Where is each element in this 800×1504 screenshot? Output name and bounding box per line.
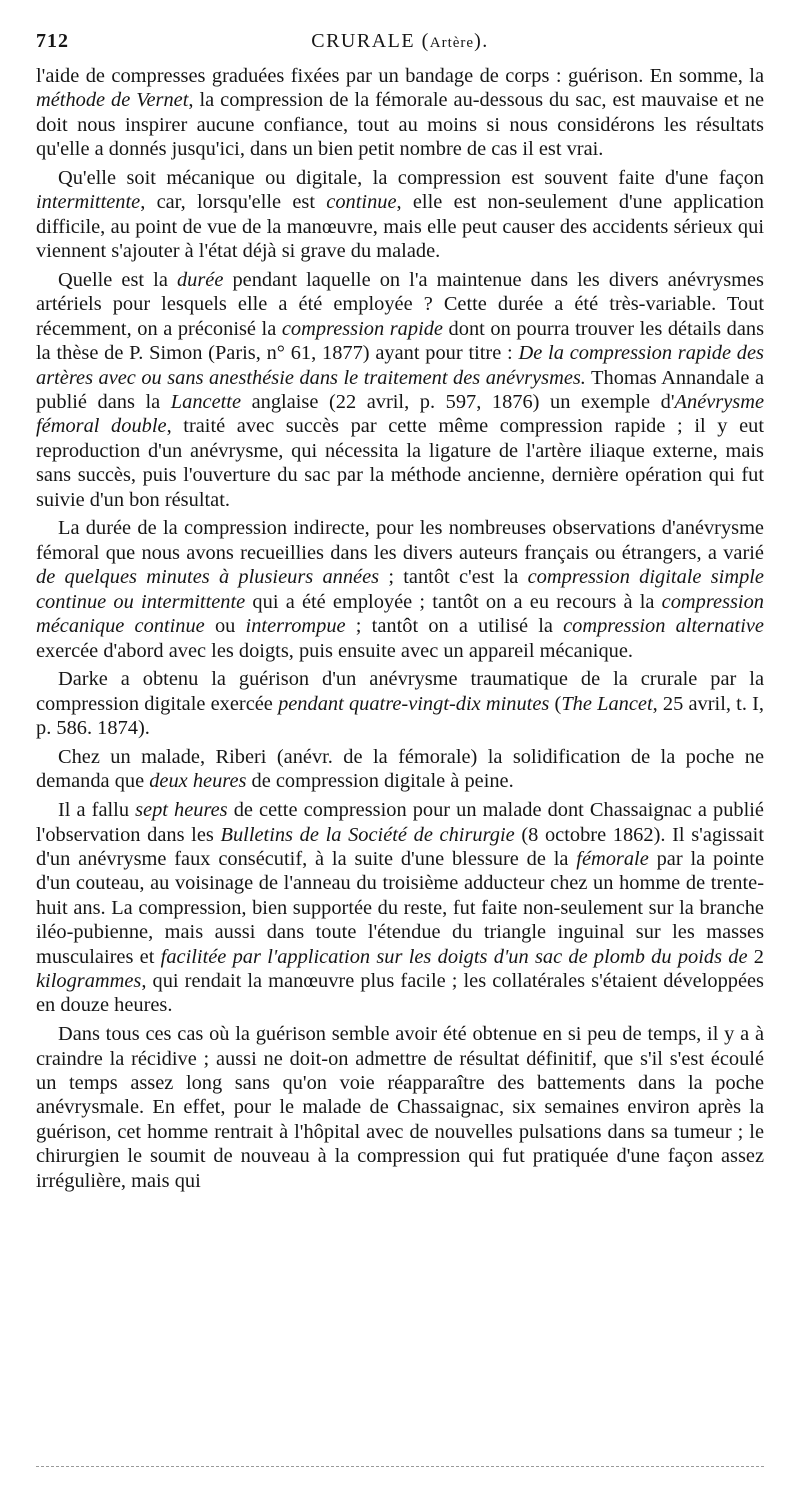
footer-rule	[36, 1466, 764, 1467]
paragraph	[36, 798, 764, 1018]
text-run: Thomas Annandale a publié dans la	[36, 366, 764, 414]
italic-text: Anévrysme fémoral double	[36, 391, 764, 438]
italic-text: deux heures	[149, 770, 247, 793]
text-run: , car, lorsqu'elle est	[140, 191, 327, 214]
text-body	[36, 64, 764, 1197]
text-run: (	[549, 692, 562, 715]
page-header	[36, 30, 764, 60]
text-run: ou	[204, 615, 246, 638]
italic-text: facilitée par l'application sur les doigts d'un sac de plomb du poids de	[160, 945, 748, 968]
text-run: Darke a obtenu la guérison d'un anévrysme traumatique de la crurale par la compression digitale exercée	[36, 668, 764, 715]
italic-text: fémorale	[576, 847, 649, 870]
italic-text: compression alternative	[563, 615, 764, 638]
italic-text: durée	[176, 269, 224, 292]
paragraph	[36, 516, 764, 662]
italic-text: sept heures	[135, 799, 228, 822]
italic-text: compression mécanique continue	[36, 590, 764, 638]
paragraph	[36, 268, 764, 512]
text-run: pendant laquelle on l'a maintenue dans les divers anévrysmes artériels pour lesquels elle a été employée ? Cette durée a été très-variable. Tout récemment, on a préconisé la	[36, 269, 764, 340]
text-run: anglaise (22 avril, p. 597, 1876) un exemple d'	[241, 391, 675, 414]
text-run: Il a fallu	[58, 799, 136, 822]
text-run: Dans tous ces cas où la guérison semble avoir été obtenue en si peu de temps, il y a à craindre la récidive ; aussi ne doit-on admettre de résultat définitif, que s'il s'est écoulé un temps assez long sans qu'on voie réapparaître des battements dans la poche anévrysmale. En effet, pour le malade de Chassaignac, six semaines environ après la guérison, cet homme rentrait à l'hôpital avec de nouvelles pulsations dans sa tumeur ; le chirurgien le soumit de nouveau à la compression qui fut pratiquée d'une façon assez irrégulière, mais qui	[36, 1023, 764, 1192]
text-run: de compression digitale à peine.	[246, 770, 514, 793]
running-title-end: ).	[474, 30, 489, 52]
paragraph	[36, 64, 764, 162]
italic-text: kilogrammes	[36, 969, 142, 992]
paragraph	[36, 745, 764, 794]
paragraph	[36, 166, 764, 264]
italic-text: De la compression rapide des artères avec ou sans anesthésie dans le traitement des anévrysmes.	[36, 342, 764, 389]
italic-text: pendant quatre-vingt-dix minutes	[278, 692, 550, 715]
italic-text: intermittente	[36, 191, 141, 214]
text-run: , elle est non-seulement d'une application difficile, au point de vue de la manœuvre, mais elle peut causer des accidents sérieux qui viennent s'ajouter à l'état déjà si grave du malade.	[36, 191, 764, 263]
text-run: dont on pourra trouver les détails dans la thèse de P. Simon (Paris, n° 61, 1877) ayant pour titre :	[36, 317, 765, 365]
text-run: , qui rendait la manœuvre plus facile ; les collatérales s'étaient développées en douze heures.	[36, 969, 764, 1017]
text-run: , traité avec succès par cette même compression rapide ; il y eut reproduction d'un anévrysme, qui nécessita la ligature de l'artère iliaque externe, mais sans succès, puis l'ouverture du sac par la méthode ancienne, dernière opération qui fut suivie d'un bon résultat.	[36, 415, 764, 511]
italic-text: continue	[326, 191, 397, 214]
text-run: , la compression de la fémorale au-dessous du sac, est mauvaise et ne doit nous inspirer aucune confiance, tout au moins si nous considérons les résultats qu'elle a donnés jusqu'ici, dans un bien petit nombre de cas il est vrai.	[36, 89, 764, 161]
italic-text: méthode de Vernet	[36, 89, 189, 112]
text-run: par la pointe d'un couteau, au voisinage de l'anneau du troisième adducteur chez un homme de trente-huit ans. La compression, bien supportée du reste, fut faite non-seulement sur la branche iléo-pubienne, mais aussi dans toute l'étendue du triangle inguinal sur les masses musculaires et	[36, 847, 764, 968]
italic-text: Lancette	[170, 391, 242, 414]
text-run: (8 octobre 1862). Il s'agissait d'un anévrysme faux consécutif, à la suite d'une blessure de la	[36, 823, 765, 870]
italic-text: de quelques minutes à plusieurs années	[36, 566, 380, 589]
running-title-main: CRURALE (	[311, 30, 430, 52]
italic-text: The Lancet	[561, 692, 653, 715]
text-run: exercée d'abord avec les doigts, puis ensuite avec un appareil mécanique.	[36, 639, 634, 662]
paragraph	[36, 667, 764, 740]
running-title	[36, 30, 764, 53]
page-number: 712	[36, 30, 69, 52]
text-run: qui a été employée ; tantôt on a eu recours à la	[245, 590, 662, 613]
text-run: Chez un malade, Riberi (anévr. de la fémorale) la solidification de la poche ne demanda que	[36, 745, 764, 793]
italic-text: Bulletins de la Société de chirurgie	[220, 823, 515, 846]
text-run: ; tantôt c'est la	[379, 566, 528, 589]
italic-text: interrompue	[245, 615, 346, 638]
text-run: Qu'elle soit mécanique ou digitale, la compression est souvent faite d'une façon	[58, 167, 764, 190]
text-run: l'aide de compresses graduées fixées par un bandage de corps : guérison. En somme, la	[36, 65, 764, 87]
italic-text: compression digitale simple continue ou intermittente	[36, 566, 764, 613]
text-run: , 25 avril, t. I, p. 586. 1874).	[36, 692, 765, 740]
text-run: 2	[747, 945, 764, 968]
paragraph	[36, 1022, 764, 1193]
text-run: La durée de la compression indirecte, pour les nombreuses observations d'anévrysme fémoral que nous avons recueillies dans les divers auteurs français ou étrangers, a varié	[36, 517, 764, 564]
italic-text: compression rapide	[281, 317, 443, 340]
text-run: Quelle est la	[58, 269, 177, 292]
text-run: de cette compression pour un malade dont Chassaignac a publié l'observation dans les	[36, 799, 764, 846]
running-title-small-caps: Artère	[429, 35, 475, 51]
text-run: ; tantôt on a utilisé la	[345, 615, 564, 638]
